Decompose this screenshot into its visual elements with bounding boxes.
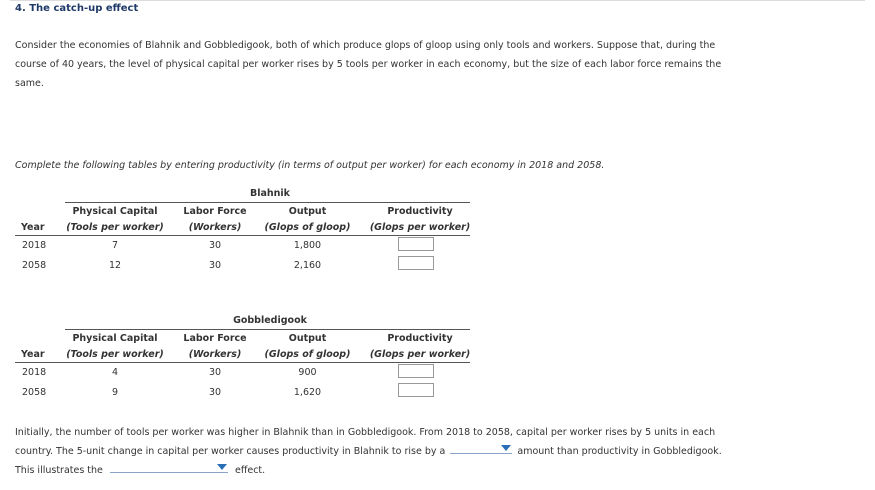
header-underline <box>15 235 470 236</box>
top-divider <box>10 0 865 1</box>
output-header: Output <box>288 206 327 217</box>
labor-unit: (Workers) <box>188 349 242 360</box>
row-labor: 30 <box>208 367 222 378</box>
row-year: 2018 <box>22 240 47 251</box>
table-title: Blahnik <box>249 188 290 199</box>
blahnik-2018-productivity-input[interactable] <box>398 237 434 251</box>
productivity-unit: (Glops per worker) <box>369 349 471 360</box>
row-labor: 30 <box>208 260 222 271</box>
row-capital: 12 <box>108 260 122 271</box>
row-output: 1,800 <box>293 240 322 251</box>
labor-header: Labor Force <box>183 333 247 344</box>
output-unit: (Glops of gloop) <box>264 222 351 233</box>
productivity-unit: (Glops per worker) <box>369 222 471 233</box>
row-labor: 30 <box>208 240 222 251</box>
answer-line-2b: amount than productivity in Gobbledigook. <box>517 446 722 457</box>
intro-paragraph: Consider the economies of Blahnik and Gobbledigook, both of which produce glops of gloop using only tools and workers. Suppose that, during the course of 40 years, the level of physical capital per worker rises by 5 tools per worker in each economy, but the size of each labor force remains the same. <box>15 40 722 89</box>
header-underline <box>15 362 470 363</box>
output-header: Output <box>288 333 327 344</box>
instructions: Complete the following tables by entering productivity (in terms of output per worker) for each economy in 2018 and 2058. <box>15 160 605 171</box>
row-labor: 30 <box>208 387 222 398</box>
capital-header: Physical Capital <box>72 206 158 217</box>
answer-line-3a: This illustrates the <box>15 465 103 476</box>
row-year: 2018 <box>22 367 47 378</box>
question-title: 4. The catch-up effect <box>15 3 139 14</box>
year-header: Year <box>21 222 45 233</box>
capital-unit: (Tools per worker) <box>66 349 164 360</box>
effect-type-dropdown[interactable] <box>110 461 228 473</box>
answer-line-2a: country. The 5-unit change in capital per worker causes productivity in Blahnik to rise by a <box>15 446 446 457</box>
chevron-down-icon[interactable] <box>217 464 227 470</box>
table-title: Gobbledigook <box>233 315 307 326</box>
answer-line-3b: effect. <box>234 465 266 476</box>
gobbledigook-2058-productivity-input[interactable] <box>398 383 434 397</box>
labor-unit: (Workers) <box>188 222 242 233</box>
row-year: 2058 <box>22 387 47 398</box>
title-underline <box>65 329 470 330</box>
blahnik-table <box>15 188 475 278</box>
productivity-header: Productivity <box>387 333 453 344</box>
row-output: 900 <box>298 367 317 378</box>
answer-paragraph <box>15 423 755 480</box>
row-output: 1,620 <box>293 387 322 398</box>
productivity-header: Productivity <box>387 206 453 217</box>
gobbledigook-2018-productivity-input[interactable] <box>398 364 434 378</box>
answer-line-1: Initially, the number of tools per worker was higher in Blahnik than in Gobbledigook. From 2018 to 2058, capital per worker rises by 5 units in each <box>15 427 716 438</box>
capital-unit: (Tools per worker) <box>66 222 164 233</box>
row-capital: 4 <box>111 367 119 378</box>
row-capital: 9 <box>111 387 119 398</box>
row-capital: 7 <box>111 240 119 251</box>
capital-header: Physical Capital <box>72 333 158 344</box>
row-year: 2058 <box>22 260 47 271</box>
year-header: Year <box>21 349 45 360</box>
gobbledigook-table <box>15 315 475 405</box>
rise-amount-dropdown[interactable] <box>450 442 512 454</box>
blahnik-2058-productivity-input[interactable] <box>398 256 434 270</box>
output-unit: (Glops of gloop) <box>264 349 351 360</box>
labor-header: Labor Force <box>183 206 247 217</box>
chevron-down-icon[interactable] <box>501 445 511 451</box>
title-underline <box>65 202 470 203</box>
row-output: 2,160 <box>293 260 322 271</box>
